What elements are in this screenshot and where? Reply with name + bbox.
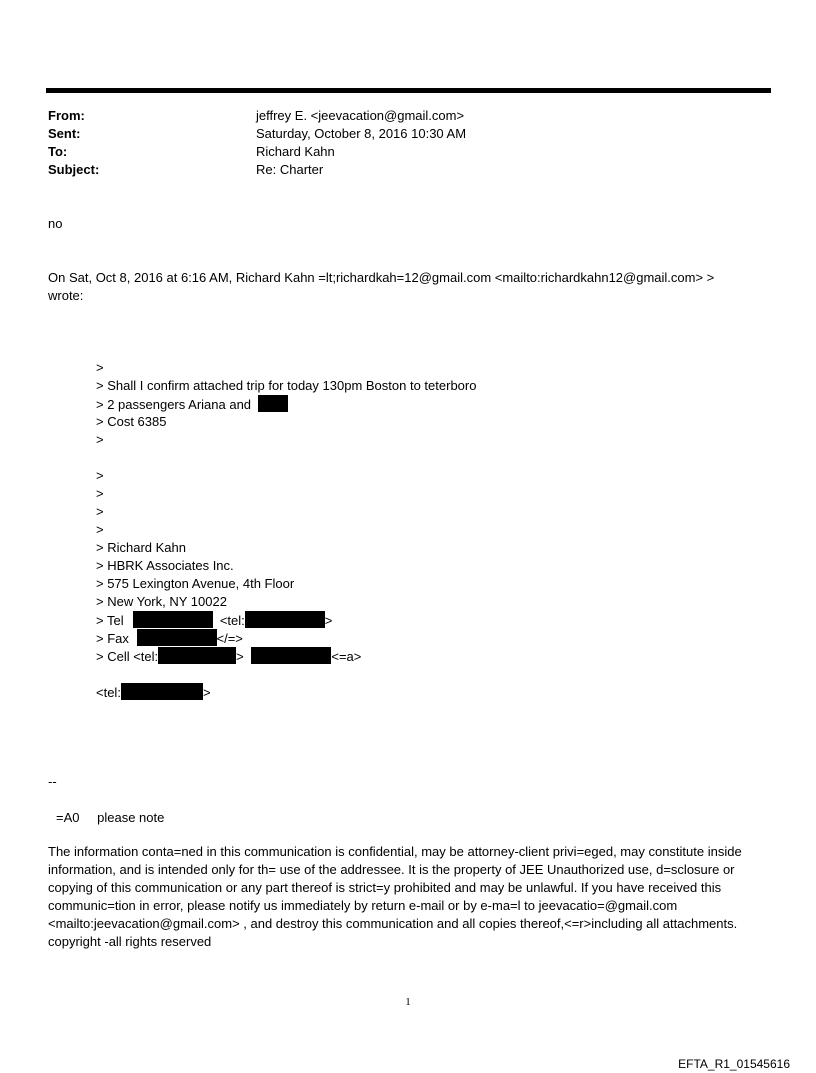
tel-tag: <tel: [219, 613, 245, 628]
redaction-box [245, 611, 325, 628]
reply-text: no [48, 216, 63, 231]
subject-label: Subject: [48, 162, 100, 177]
quoted-line: > [96, 486, 104, 501]
extra-tel-tag: <tel: [96, 685, 121, 700]
quoted-line: > Cost 6385 [96, 414, 167, 429]
cell-tail: <=a> [331, 649, 362, 664]
fax-close: </=> [216, 631, 243, 646]
signature-tel-line [96, 611, 332, 630]
quoted-line: > Shall I confirm attached trip for today 130pm Boston to teterboro [96, 378, 477, 393]
signature-name: > Richard Kahn [96, 540, 186, 555]
redaction-box [121, 683, 203, 700]
document-id: EFTA_R1_01545616 [678, 1057, 790, 1071]
quoted-line-passengers [96, 395, 288, 414]
note-text: please note [97, 810, 165, 825]
sent-label: Sent: [48, 126, 81, 141]
redaction-box [158, 647, 236, 664]
from-value: jeffrey E. <jeevacation@gmail.com> [256, 108, 465, 123]
quoted-line: > [96, 522, 104, 537]
quoted-line: > [96, 504, 104, 519]
page-number: 1 [405, 996, 411, 1008]
confidentiality-disclaimer: The information conta=ned in this communication is confidential, may be attorney-client privi=eged, may constitute inside information, and is intended only for th= use of the addressee. It is the property of JEE Unauthorized use, d=sclosure or copying of this communication or any part thereof is strict=y prohibited and may be unlawful. If you have received this communic=tion in error, please notify us immediately by return e-mail or by e-ma=l to jeevacatio=@gmail.com <mailto:jeevacation@gmail.com> , and destroy this communication and all copies thereof,<=r>including all attachments. copyright -all rights reserved [48, 844, 742, 949]
tel-close: > [324, 613, 333, 628]
passengers-text: > 2 passengers Ariana and [96, 397, 252, 412]
quote-intro-line-1: On Sat, Oct 8, 2016 at 6:16 AM, Richard Kahn =lt;richardkah=12@gmail.com <mailto:richardkahn12@gmail.com> > [48, 270, 715, 285]
cell-close: > [236, 649, 244, 664]
signature-company: > HBRK Associates Inc. [96, 558, 234, 573]
to-label: To: [48, 144, 68, 159]
tel-label: > Tel [96, 613, 124, 628]
quoted-line: > [96, 360, 104, 375]
note-line [56, 809, 164, 827]
quoted-line: > [96, 468, 104, 483]
to-value: Richard Kahn [256, 144, 335, 159]
header-rule [46, 88, 771, 93]
signature-cell-line [96, 647, 361, 666]
cell-label: > Cell <tel: [96, 649, 159, 664]
redaction-box [251, 647, 331, 664]
subject-value: Re: Charter [256, 162, 324, 177]
signature-separator: -- [48, 774, 57, 789]
redaction-box [258, 395, 288, 412]
redaction-box [133, 611, 213, 628]
sent-value: Saturday, October 8, 2016 10:30 AM [256, 126, 467, 141]
note-code: =A0 [56, 810, 80, 825]
from-label: From: [48, 108, 85, 123]
quoted-line: > [96, 432, 104, 447]
fax-label: > Fax [96, 631, 129, 646]
redaction-box [137, 629, 217, 646]
signature-address: > 575 Lexington Avenue, 4th Floor [96, 576, 295, 591]
quote-intro-line-2: wrote: [48, 288, 84, 303]
signature-city: > New York, NY 10022 [96, 594, 227, 609]
signature-fax-line [96, 629, 243, 648]
extra-tel-close: > [202, 685, 211, 700]
extra-tel-line [96, 683, 211, 702]
